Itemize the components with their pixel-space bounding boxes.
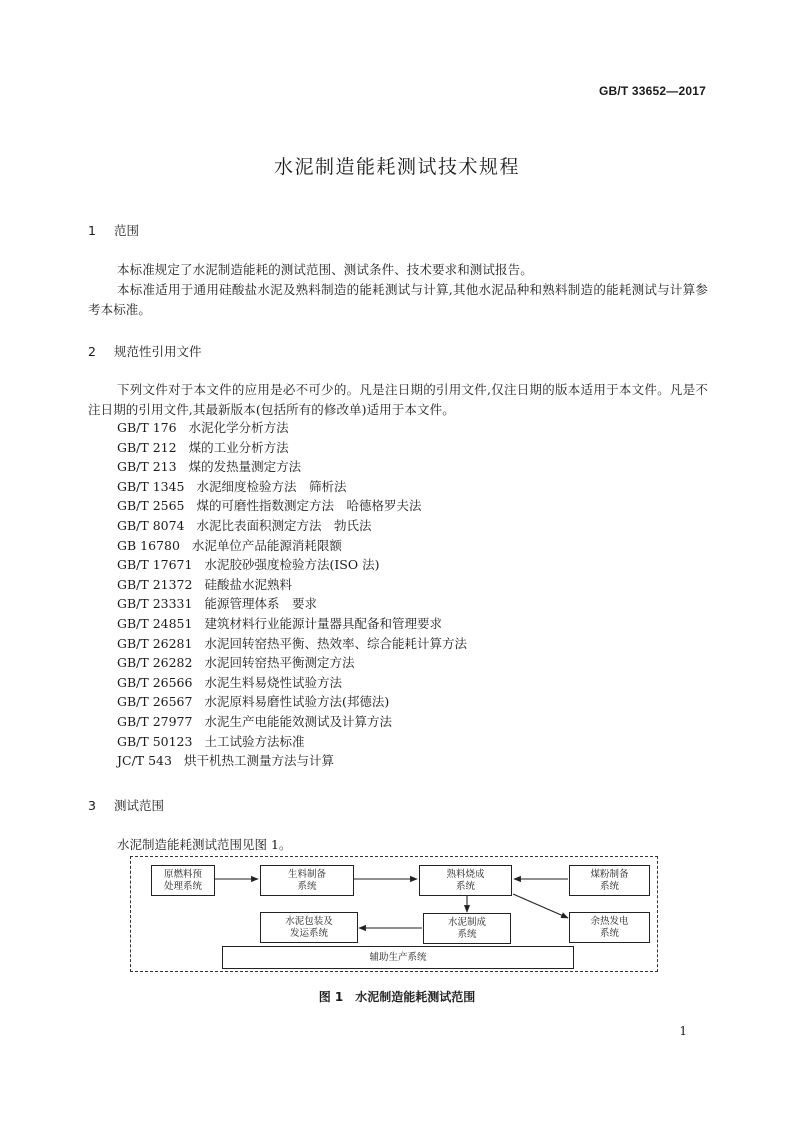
reference-item bbox=[117, 732, 467, 752]
box-label: 生料制备 bbox=[287, 868, 326, 880]
reference-code: GB/T 8074 bbox=[117, 517, 185, 533]
reference-title: 烘干机热工测量方法与计算 bbox=[183, 753, 334, 769]
reference-item bbox=[117, 496, 467, 516]
section-2-heading bbox=[88, 342, 202, 360]
reference-title: 水泥回转窑热平衡测定方法 bbox=[204, 655, 355, 671]
paragraph: 本标准适用于通用硅酸盐水泥及熟料制造的能耗测试与计算,其他水泥品种和熟料制造的能耗测试与计算参考本标准。 bbox=[88, 282, 708, 317]
cement-grinding-box bbox=[423, 913, 511, 944]
reference-title: 水泥细度检验方法 筛析法 bbox=[196, 478, 347, 494]
reference-title: 水泥生料易烧性试验方法 bbox=[204, 674, 342, 690]
reference-item bbox=[117, 438, 467, 458]
reference-item bbox=[117, 575, 467, 595]
box-label: 系统 bbox=[297, 880, 317, 892]
reference-title: 水泥胶砂强度检验方法(ISO 法) bbox=[204, 557, 380, 573]
paragraph: 下列文件对于本文件的应用是必不可少的。凡是注日期的引用文件,仅注日期的版本适用于本文件。凡是不注日期的引用文件,其最新版本(包括所有的修改单)适用于本文件。 bbox=[88, 382, 708, 417]
reference-title: 煤的工业分析方法 bbox=[188, 439, 289, 455]
raw-meal-preparation-box bbox=[260, 865, 354, 896]
section-title: 范围 bbox=[114, 223, 140, 238]
reference-code: GB/T 23331 bbox=[117, 596, 193, 612]
reference-code: GB/T 24851 bbox=[117, 615, 193, 631]
section-number: 2 bbox=[88, 344, 96, 359]
reference-title: 煤的可磨性指数测定方法 哈德格罗夫法 bbox=[196, 498, 422, 514]
section-number: 3 bbox=[88, 798, 96, 813]
section-number: 1 bbox=[88, 223, 96, 238]
document-title: 水泥制造能耗测试技术规程 bbox=[273, 156, 520, 178]
reference-item bbox=[117, 555, 467, 575]
box-label: 原燃料预 bbox=[163, 868, 202, 880]
reference-item bbox=[117, 634, 467, 654]
reference-item bbox=[117, 536, 467, 556]
paragraph: 本标准规定了水泥制造能耗的测试范围、测试条件、技术要求和测试报告。 bbox=[117, 262, 533, 277]
box-label: 处理系统 bbox=[163, 880, 202, 892]
reference-item bbox=[117, 594, 467, 614]
reference-code: GB/T 26566 bbox=[117, 674, 193, 690]
box-label: 系统 bbox=[457, 928, 477, 940]
reference-item bbox=[117, 692, 467, 712]
section-title: 测试范围 bbox=[114, 798, 165, 813]
reference-item bbox=[117, 457, 467, 477]
box-label: 系统 bbox=[599, 927, 619, 939]
box-label: 余热发电 bbox=[590, 915, 629, 927]
reference-code: GB/T 21372 bbox=[117, 576, 193, 592]
standard-code: GB/T 33652—2017 bbox=[598, 84, 706, 98]
box-label: 发运系统 bbox=[289, 927, 328, 939]
reference-code: GB/T 17671 bbox=[117, 557, 193, 573]
reference-item bbox=[117, 477, 467, 497]
cement-packing-shipping-box bbox=[260, 912, 358, 943]
box-label: 煤粉制备 bbox=[590, 868, 629, 880]
box-label: 熟料烧成 bbox=[446, 868, 485, 880]
clinker-burning-box bbox=[419, 865, 512, 896]
reference-item bbox=[117, 418, 467, 438]
reference-code: GB/T 2565 bbox=[117, 498, 185, 514]
reference-item bbox=[117, 614, 467, 634]
reference-code: GB/T 26282 bbox=[117, 655, 193, 671]
reference-code: GB/T 50123 bbox=[117, 733, 193, 749]
section-3-heading bbox=[88, 796, 164, 814]
reference-title: 水泥比表面积测定方法 勃氏法 bbox=[196, 517, 372, 533]
arrow-clinker-to-waste-heat bbox=[513, 894, 568, 918]
reference-item bbox=[117, 712, 467, 732]
page-number: 1 bbox=[679, 1024, 687, 1038]
box-label: 系统 bbox=[599, 880, 619, 892]
reference-title: 水泥生产电能能效测试及计算方法 bbox=[204, 713, 392, 729]
reference-item bbox=[117, 673, 467, 693]
reference-code: GB 16780 bbox=[117, 537, 180, 553]
reference-item bbox=[117, 653, 467, 673]
section-1-heading bbox=[88, 221, 139, 239]
reference-title: 煤的发热量测定方法 bbox=[188, 459, 302, 475]
reference-item bbox=[117, 516, 467, 536]
reference-code: GB/T 1345 bbox=[117, 478, 185, 494]
reference-code: GB/T 176 bbox=[117, 420, 177, 435]
reference-title: 水泥化学分析方法 bbox=[188, 420, 289, 435]
raw-fuel-preprocessing-box bbox=[151, 865, 215, 896]
auxiliary-production-box bbox=[222, 946, 574, 969]
reference-code: GB/T 212 bbox=[117, 439, 177, 455]
reference-title: 建筑材料行业能源计量器具配备和管理要求 bbox=[204, 615, 442, 631]
reference-code: JC/T 543 bbox=[117, 753, 172, 769]
reference-code: GB/T 26567 bbox=[117, 694, 193, 710]
section-title: 规范性引用文件 bbox=[114, 344, 202, 359]
box-label: 辅助生产系统 bbox=[369, 951, 427, 963]
figure-intro-text: 水泥制造能耗测试范围见图 1。 bbox=[117, 837, 292, 852]
box-label: 水泥包装及 bbox=[285, 915, 333, 927]
figure-caption: 图 1 水泥制造能耗测试范围 bbox=[318, 990, 476, 1004]
coal-powder-preparation-box bbox=[569, 865, 650, 896]
reference-code: GB/T 213 bbox=[117, 459, 177, 475]
reference-list bbox=[117, 418, 467, 771]
reference-title: 硅酸盐水泥熟料 bbox=[204, 576, 292, 592]
reference-code: GB/T 26281 bbox=[117, 635, 193, 651]
reference-title: 能源管理体系 要求 bbox=[204, 596, 317, 612]
reference-title: 水泥单位产品能源消耗限额 bbox=[191, 537, 342, 553]
reference-title: 水泥回转窑热平衡、热效率、综合能耗计算方法 bbox=[204, 635, 467, 651]
box-label: 系统 bbox=[455, 880, 475, 892]
reference-code: GB/T 27977 bbox=[117, 713, 193, 729]
reference-title: 水泥原料易磨性试验方法(邦德法) bbox=[204, 694, 390, 710]
reference-item bbox=[117, 751, 467, 771]
waste-heat-power-box bbox=[569, 912, 650, 943]
box-label: 水泥制成 bbox=[447, 916, 486, 928]
process-diagram bbox=[130, 856, 658, 972]
reference-title: 土工试验方法标准 bbox=[204, 733, 305, 749]
